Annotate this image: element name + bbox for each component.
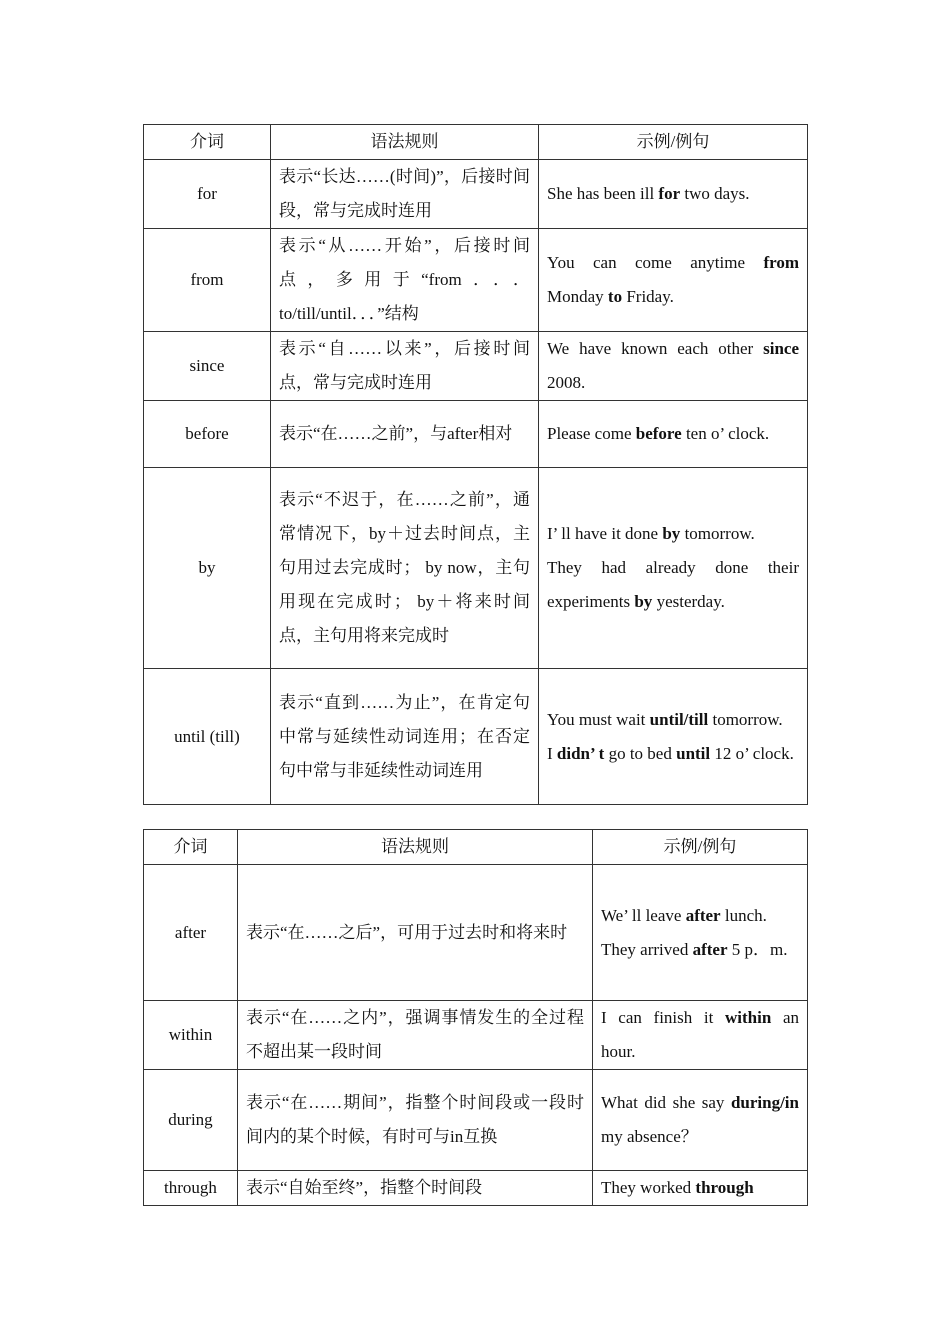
example-cell — [539, 468, 808, 669]
header-grammar-rule: 语法规则 — [238, 830, 593, 865]
preposition-cell: until (till) — [144, 669, 271, 805]
preposition-cell: after — [144, 865, 238, 1001]
example-keyword: since — [763, 339, 799, 358]
grammar-table-2 — [143, 829, 808, 1206]
rule-cell: 表示“从……开始”，后接时间点，多用于“from．．．to/till/until．．．”结构 — [271, 229, 539, 332]
table-row — [144, 468, 808, 669]
rule-cell: 表示“在……期间”，指整个时间段或一段时间内的某个时候，有时可与in互换 — [238, 1070, 593, 1171]
example-text: 12 o’ clock. — [710, 743, 794, 763]
rule-cell: 表示“长达……(时间)”，后接时间段，常与完成时连用 — [271, 160, 539, 229]
example-text: They worked — [601, 1178, 696, 1197]
rule-cell: 表示“不迟于，在……之前”，通常情况下，by＋过去时间点，主句用过去完成时； by now，主句用现在完成时； by＋将来时间点，主句用将来完成时 — [271, 468, 539, 669]
header-preposition: 介词 — [144, 830, 238, 865]
header-preposition: 介词 — [144, 125, 271, 160]
example-text: tomorrow. — [708, 709, 783, 729]
preposition-cell: from — [144, 229, 271, 332]
example-keyword: before — [635, 424, 682, 443]
example-sentence — [547, 551, 799, 619]
example-text: two days. — [680, 184, 750, 203]
example-text: an hour. — [601, 1008, 800, 1061]
table-row — [144, 229, 808, 332]
example-text: I — [547, 743, 557, 763]
example-text: What did she say — [601, 1093, 731, 1112]
table-row — [144, 401, 808, 468]
table-row — [144, 1070, 808, 1171]
preposition-cell: for — [144, 160, 271, 229]
example-keyword: by — [662, 524, 681, 543]
example-sentence — [547, 737, 799, 771]
header-row — [144, 830, 808, 865]
example-text: You can come anytime — [547, 253, 764, 272]
rule-cell: 表示“在……之前”，与after相对 — [271, 401, 539, 468]
example-keyword: for — [658, 184, 681, 203]
example-text: They arrived — [601, 939, 693, 959]
example-keyword: didn’ t — [556, 743, 605, 763]
example-text: You must wait — [547, 709, 650, 729]
header-example: 示例/例句 — [593, 830, 808, 865]
preposition-cell: before — [144, 401, 271, 468]
example-keyword: after — [692, 939, 728, 959]
preposition-cell: through — [144, 1171, 238, 1206]
example-text: I can finish it — [601, 1008, 726, 1027]
example-text: go to bed — [604, 743, 677, 763]
example-sentence — [547, 246, 799, 314]
example-keyword: after — [685, 905, 721, 925]
example-text: We’ ll leave — [601, 905, 686, 925]
header-example: 示例/例句 — [539, 125, 808, 160]
example-cell — [593, 1001, 808, 1070]
example-text: lunch. — [720, 905, 767, 925]
table-row — [144, 1171, 808, 1206]
example-sentence — [601, 933, 799, 967]
example-cell — [539, 332, 808, 401]
example-text: She has been ill — [547, 184, 659, 203]
example-sentence — [601, 1171, 799, 1205]
example-keyword: until — [676, 743, 711, 763]
example-sentence — [547, 332, 799, 400]
example-cell — [539, 229, 808, 332]
example-sentence — [601, 1001, 799, 1069]
table-row — [144, 160, 808, 229]
example-cell — [539, 669, 808, 805]
example-text: 5 p．m. — [727, 939, 788, 959]
example-keyword: through — [695, 1178, 754, 1197]
example-text: They had already done their experiments — [547, 558, 799, 611]
rule-cell: 表示“直到……为止”，在肯定句中常与延续性动词连用；在否定句中常与非延续性动词连用 — [271, 669, 539, 805]
example-keyword: until/till — [649, 709, 709, 729]
example-keyword: by — [634, 592, 653, 611]
example-text: my absence？ — [601, 1127, 698, 1146]
example-text: ten o’ clock. — [681, 424, 770, 443]
example-sentence — [547, 177, 799, 211]
header-grammar-rule: 语法规则 — [271, 125, 539, 160]
example-keyword: to — [607, 287, 623, 306]
example-cell — [539, 401, 808, 468]
example-keyword: from — [763, 253, 799, 272]
rule-cell: 表示“在……之内”，强调事情发生的全过程不超出某一段时间 — [238, 1001, 593, 1070]
preposition-cell: within — [144, 1001, 238, 1070]
example-text: Monday — [547, 287, 608, 306]
example-sentence — [601, 1086, 799, 1154]
example-text: yesterday. — [652, 592, 725, 611]
example-sentence — [547, 517, 799, 551]
header-row — [144, 125, 808, 160]
example-cell — [593, 1070, 808, 1171]
example-text: tomorrow. — [680, 524, 755, 543]
example-text: We have known each other — [547, 339, 764, 358]
example-sentence — [547, 417, 799, 451]
rule-cell: 表示“在……之后”，可用于过去时和将来时 — [238, 865, 593, 1001]
grammar-table-1 — [143, 124, 808, 805]
preposition-cell: since — [144, 332, 271, 401]
preposition-cell: during — [144, 1070, 238, 1171]
example-cell — [593, 865, 808, 1001]
rule-cell: 表示“自始至终”，指整个时间段 — [238, 1171, 593, 1206]
preposition-cell: by — [144, 468, 271, 669]
example-keyword: within — [725, 1008, 772, 1027]
example-text: 2008. — [547, 373, 586, 392]
table-row — [144, 332, 808, 401]
example-cell — [593, 1171, 808, 1206]
rule-cell: 表示“自……以来”，后接时间点，常与完成时连用 — [271, 332, 539, 401]
example-sentence — [547, 703, 799, 737]
example-sentence — [601, 899, 799, 933]
example-cell — [539, 160, 808, 229]
table-row — [144, 865, 808, 1001]
table-row — [144, 1001, 808, 1070]
example-text: Friday. — [622, 287, 674, 306]
example-text: I’ ll have it done — [547, 524, 663, 543]
example-text: Please come — [547, 424, 636, 443]
table-row — [144, 669, 808, 805]
example-keyword: during/in — [730, 1093, 799, 1112]
